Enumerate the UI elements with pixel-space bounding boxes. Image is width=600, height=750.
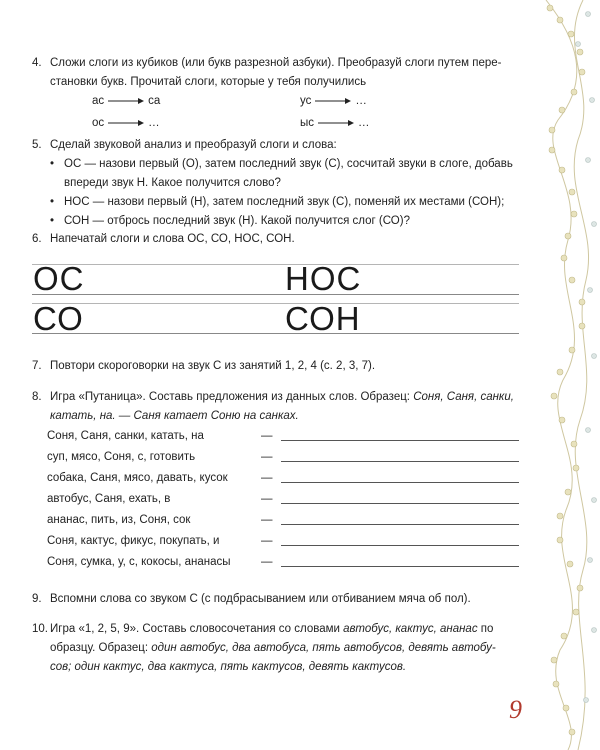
task-number: 10. xyxy=(32,623,48,635)
task-text: Вспомни слова со звуком С (с подбрасыванием или отбиванием мяча об пол). xyxy=(50,593,471,605)
task-10 xyxy=(32,620,532,677)
printed-word: СОН xyxy=(285,300,361,337)
task-9 xyxy=(32,590,532,609)
answer-line[interactable] xyxy=(281,482,519,483)
word-set: автобус, Саня, ехать, в xyxy=(47,493,171,505)
task-number: 4. xyxy=(32,57,42,69)
arrow-right-icon xyxy=(108,97,144,105)
syllable-from: ос xyxy=(92,117,105,129)
syllable-transform-row xyxy=(92,95,160,107)
answer-line[interactable] xyxy=(281,545,519,546)
bullet-item xyxy=(50,155,532,193)
word-set: суп, мясо, Соня, с, готовить xyxy=(47,451,196,463)
task-5 xyxy=(32,136,532,231)
writing-guide-line xyxy=(32,264,519,265)
dash: — xyxy=(261,514,273,526)
bullet-text: впереди звук Н. Какое получится слово? xyxy=(64,177,281,189)
arrow-right-icon xyxy=(318,119,354,127)
writing-base-line xyxy=(32,333,519,334)
task-number: 9. xyxy=(32,593,42,605)
word-set: Соня, сумка, у, с, кокосы, ананасы xyxy=(47,556,231,568)
word-set: Соня, кактус, фикус, покупать, и xyxy=(47,535,220,547)
page-number: 9 xyxy=(509,695,522,724)
printed-word: СО xyxy=(33,300,84,337)
answer-line[interactable] xyxy=(281,461,519,462)
printed-word: НОС xyxy=(285,260,362,297)
task-text: Сложи слоги из кубиков (или букв разрезной азбуки). Преобразуй слоги путем пере- xyxy=(50,57,502,69)
syllable-to: … xyxy=(355,95,367,107)
task-8 xyxy=(32,388,532,426)
bullet-list xyxy=(32,155,532,231)
dash: — xyxy=(261,556,273,568)
syllable-from: ас xyxy=(92,95,105,107)
answer-line[interactable] xyxy=(281,440,519,441)
task-4 xyxy=(32,54,532,92)
task-number: 7. xyxy=(32,360,42,372)
word-set: Соня, Саня, санки, катать, на xyxy=(47,430,204,442)
dash: — xyxy=(261,472,273,484)
beaded-border-decoration xyxy=(538,0,600,750)
dash: — xyxy=(261,430,273,442)
syllable-from: ус xyxy=(300,95,312,107)
syllable-transform-row xyxy=(300,95,367,107)
task-text: Сделай звуковой анализ и преобразуй слоги и слова: xyxy=(50,139,337,151)
task-number: 5. xyxy=(32,139,42,151)
answer-line[interactable] xyxy=(281,503,519,504)
arrow-right-icon xyxy=(315,97,351,105)
task-number: 6. xyxy=(32,233,42,245)
word-set: собака, Саня, мясо, давать, кусок xyxy=(47,472,228,484)
bullet-text: ОС — назови первый (О), затем последний звук (С), сосчитай звуки в слоге, добавь xyxy=(64,158,513,170)
example-text: сов; один кактус, два кактуса, пять кактусов, девять кактусов. xyxy=(50,661,407,673)
dash: — xyxy=(261,493,273,505)
example-text: автобус, кактус, ананас xyxy=(343,623,478,635)
task-text: Напечатай слоги и слова ОС, СО, НОС, СОН. xyxy=(50,233,295,245)
bullet-item: • СОН — отбрось последний звук (Н). Какой получится слог (СО)? xyxy=(50,212,532,231)
dash: — xyxy=(261,451,273,463)
dash: — xyxy=(261,535,273,547)
bullet-item: • НОС — назови первый (Н), затем последний звук (С), поменяй их местами (СОН); xyxy=(50,193,532,212)
writing-base-line xyxy=(32,294,519,295)
arrow-right-icon xyxy=(108,119,144,127)
syllable-from: ыс xyxy=(300,117,315,129)
task-text: Повтори скороговорки на звук С из занятий 1, 2, 4 (с. 2, 3, 7). xyxy=(50,360,376,372)
printed-word: ОС xyxy=(33,260,85,297)
task-text: образцу. Образец: xyxy=(50,642,149,654)
syllable-to: … xyxy=(358,117,370,129)
task-number: 8. xyxy=(32,391,42,403)
example-text: Соня, Саня, санки, xyxy=(413,391,514,403)
syllable-transform-row xyxy=(92,117,160,129)
task-6 xyxy=(32,230,532,249)
word-set: ананас, пить, из, Соня, сок xyxy=(47,514,191,526)
answer-line[interactable] xyxy=(281,566,519,567)
task-text: по xyxy=(480,623,494,635)
syllable-to: … xyxy=(148,117,160,129)
answer-line[interactable] xyxy=(281,524,519,525)
writing-guide-line xyxy=(32,303,519,304)
task-text: Игра «Путаница». Составь предложения из данных слов. Образец: xyxy=(50,391,410,403)
task-text: Игра «1, 2, 5, 9». Составь словосочетания со словами xyxy=(50,623,340,635)
task-7 xyxy=(32,357,532,376)
syllable-to: са xyxy=(148,95,161,107)
example-text: катать, на. — Саня катает Соню на санках. xyxy=(50,410,299,422)
example-text: один автобус, два автобуса, пять автобусов, девять автобу- xyxy=(151,642,496,654)
syllable-transform-row xyxy=(300,117,370,129)
task-text: становки букв. Прочитай слоги, которые у тебя получились xyxy=(50,76,367,88)
